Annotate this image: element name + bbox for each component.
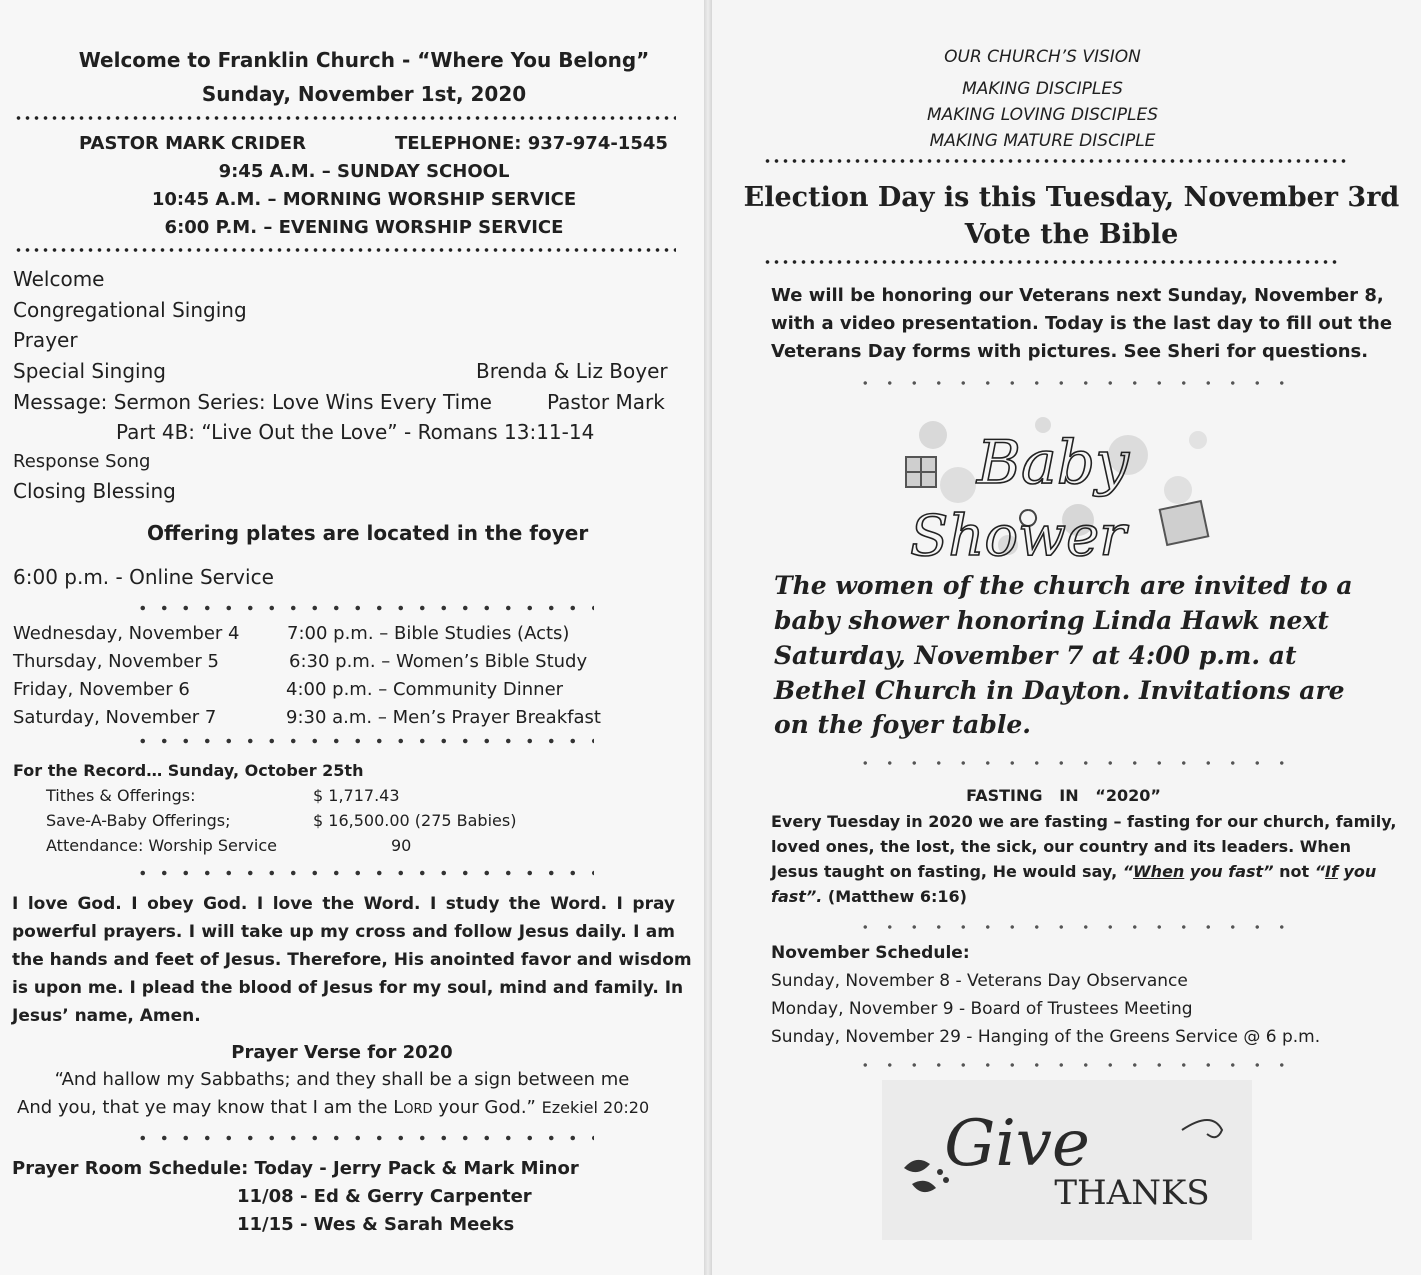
november-item: Sunday, November 8 - Veterans Day Observance xyxy=(771,971,1188,991)
svg-text:Shower: Shower xyxy=(910,504,1126,569)
leaf-icon xyxy=(904,1160,930,1172)
baby-shower-text: Saturday, November 7 at 4:00 p.m. at xyxy=(774,641,1297,670)
vision-line: MAKING DISCIPLES xyxy=(962,79,1123,99)
tithes-value: $ 1,717.43 xyxy=(313,786,400,805)
morning-worship-time: 10:45 A.M. – MORNING WORSHIP SERVICE xyxy=(151,189,577,210)
schedule-event: 7:00 p.m. – Bible Studies (Acts) xyxy=(287,623,570,644)
vision-title: OUR CHURCH’S VISION xyxy=(944,47,1141,67)
fasting-text: loved ones, the lost, the sick, our country and its leaders. When xyxy=(771,837,1352,856)
schedule-event: 6:30 p.m. – Women’s Bible Study xyxy=(289,651,588,672)
declaration-line: I love God. I obey God. I love the Word. I study the Word. I pray xyxy=(12,894,675,914)
prayer-room-schedule: Prayer Room Schedule: Today - Jerry Pack & Mark Minor xyxy=(12,1158,579,1179)
prayer-room-line: 11/08 - Ed & Gerry Carpenter xyxy=(237,1186,532,1207)
schedule-day: Saturday, November 7 xyxy=(13,707,217,728)
service-item-singing: Congregational Singing xyxy=(13,298,247,322)
baby-shower-text: baby shower honoring Linda Hawk next xyxy=(774,606,1329,635)
attendance-value: 90 xyxy=(391,836,412,855)
svg-text:Give: Give xyxy=(944,1107,1090,1181)
evening-worship-time: 6:00 P.M. – EVENING WORSHIP SERVICE xyxy=(164,217,564,238)
vision-line: MAKING LOVING DISCIPLES xyxy=(926,105,1159,125)
record-heading: For the Record… Sunday, October 25th xyxy=(13,761,364,780)
sunday-school-time: 9:45 A.M. – SUNDAY SCHOOL xyxy=(218,161,510,182)
divider xyxy=(132,604,594,612)
veterans-text: Veterans Day forms with pictures. See Sheri for questions. xyxy=(771,341,1369,362)
svg-text:Baby: Baby xyxy=(976,428,1130,498)
save-a-baby-label: Save-A-Baby Offerings; xyxy=(46,811,231,830)
vote-the-bible: Vote the Bible xyxy=(964,219,1179,250)
give-thanks-graphic xyxy=(882,1080,1252,1240)
baby-shower-text: The women of the church are invited to a xyxy=(774,571,1353,600)
divider xyxy=(853,380,1303,386)
divider xyxy=(853,1062,1303,1068)
give-thanks-art xyxy=(882,1080,1252,1240)
fasting-text: Every Tuesday in 2020 we are fasting – fasting for our church, family, xyxy=(771,812,1397,831)
divider xyxy=(763,158,1349,164)
divider xyxy=(14,247,676,253)
november-schedule-title: November Schedule: xyxy=(771,943,970,963)
divider xyxy=(14,115,676,121)
veterans-text: We will be honoring our Veterans next Sunday, November 8, xyxy=(771,285,1384,306)
service-item-special-singing: Special Singing xyxy=(13,359,166,383)
schedule-day: Thursday, November 5 xyxy=(13,651,219,672)
schedule-event: 4:00 p.m. – Community Dinner xyxy=(286,679,564,700)
swirl-icon xyxy=(1182,1120,1222,1137)
bulletin-date: Sunday, November 1st, 2020 xyxy=(201,82,527,106)
divider xyxy=(853,760,1303,766)
church-welcome-title: Welcome to Franklin Church - “Where You Belong” xyxy=(78,48,650,72)
baby-shower-graphic xyxy=(878,395,1228,575)
schedule-event: 9:30 a.m. – Men’s Prayer Breakfast xyxy=(286,707,601,728)
message-part: Part 4B: “Live Out the Love” - Romans 13:11-14 xyxy=(116,420,595,444)
fasting-text: fast”. (Matthew 6:16) xyxy=(771,887,967,906)
service-item-prayer: Prayer xyxy=(13,328,78,352)
gift-icon xyxy=(1160,501,1209,545)
service-item-welcome: Welcome xyxy=(13,267,105,291)
message-speaker: Pastor Mark xyxy=(547,390,665,414)
attendance-label: Attendance: Worship Service xyxy=(46,836,277,855)
prayer-verse-line: And you, that ye may know that I am the Lord your God.” Ezekiel 20:20 xyxy=(17,1097,650,1118)
church-telephone: TELEPHONE: 937-974-1545 xyxy=(395,133,668,154)
svg-text:THANKS: THANKS xyxy=(1054,1173,1210,1213)
divider xyxy=(132,869,594,877)
special-singers: Brenda & Liz Boyer xyxy=(476,359,668,383)
fasting-title: FASTING IN “2020” xyxy=(966,786,1161,805)
vision-line: MAKING MATURE DISCIPLE xyxy=(929,131,1156,151)
divider xyxy=(763,259,1339,265)
schedule-day: Friday, November 6 xyxy=(13,679,190,700)
save-a-baby-value: $ 16,500.00 (275 Babies) xyxy=(313,811,517,830)
verse-reference: Ezekiel 20:20 xyxy=(541,1098,650,1117)
veterans-text: with a video presentation. Today is the last day to fill out the xyxy=(771,313,1393,334)
baby-shower-text: on the foyer table. xyxy=(774,710,1031,739)
prayer-verse-title: Prayer Verse for 2020 xyxy=(231,1042,453,1063)
november-item: Monday, November 9 - Board of Trustees Meeting xyxy=(771,999,1193,1019)
schedule-day: Wednesday, November 4 xyxy=(13,623,240,644)
baby-shower-text: Bethel Church in Dayton. Invitations are xyxy=(774,676,1345,705)
service-item-response: Response Song xyxy=(13,451,151,472)
divider xyxy=(132,737,594,745)
fasting-text: Jesus taught on fasting, He would say, “When you fast” not “If you xyxy=(771,862,1377,881)
declaration-line: Jesus’ name, Amen. xyxy=(12,1006,201,1026)
lord-smallcaps: Lord xyxy=(393,1097,433,1118)
online-service: 6:00 p.m. - Online Service xyxy=(13,565,274,589)
november-item: Sunday, November 29 - Hanging of the Greens Service @ 6 p.m. xyxy=(771,1027,1321,1047)
prayer-room-line: 11/15 - Wes & Sarah Meeks xyxy=(237,1214,515,1235)
service-item-closing: Closing Blessing xyxy=(13,479,176,503)
divider xyxy=(853,924,1303,930)
offering-note: Offering plates are located in the foyer xyxy=(147,521,589,545)
pastor-name: PASTOR MARK CRIDER xyxy=(79,133,306,154)
declaration-line: is upon me. I plead the blood of Jesus for my soul, mind and family. In xyxy=(12,978,684,998)
service-item-message: Message: Sermon Series: Love Wins Every Time xyxy=(13,390,492,414)
baby-shower-art xyxy=(878,395,1228,575)
divider xyxy=(132,1134,594,1142)
declaration-line: powerful prayers. I will take up my cross and follow Jesus daily. I am xyxy=(12,922,675,942)
declaration-line: the hands and feet of Jesus. Therefore, His anointed favor and wisdom xyxy=(12,950,692,970)
tithes-label: Tithes & Offerings: xyxy=(46,786,196,805)
election-headline: Election Day is this Tuesday, November 3rd xyxy=(743,182,1400,213)
prayer-verse-line: “And hallow my Sabbaths; and they shall be a sign between me xyxy=(54,1069,630,1090)
